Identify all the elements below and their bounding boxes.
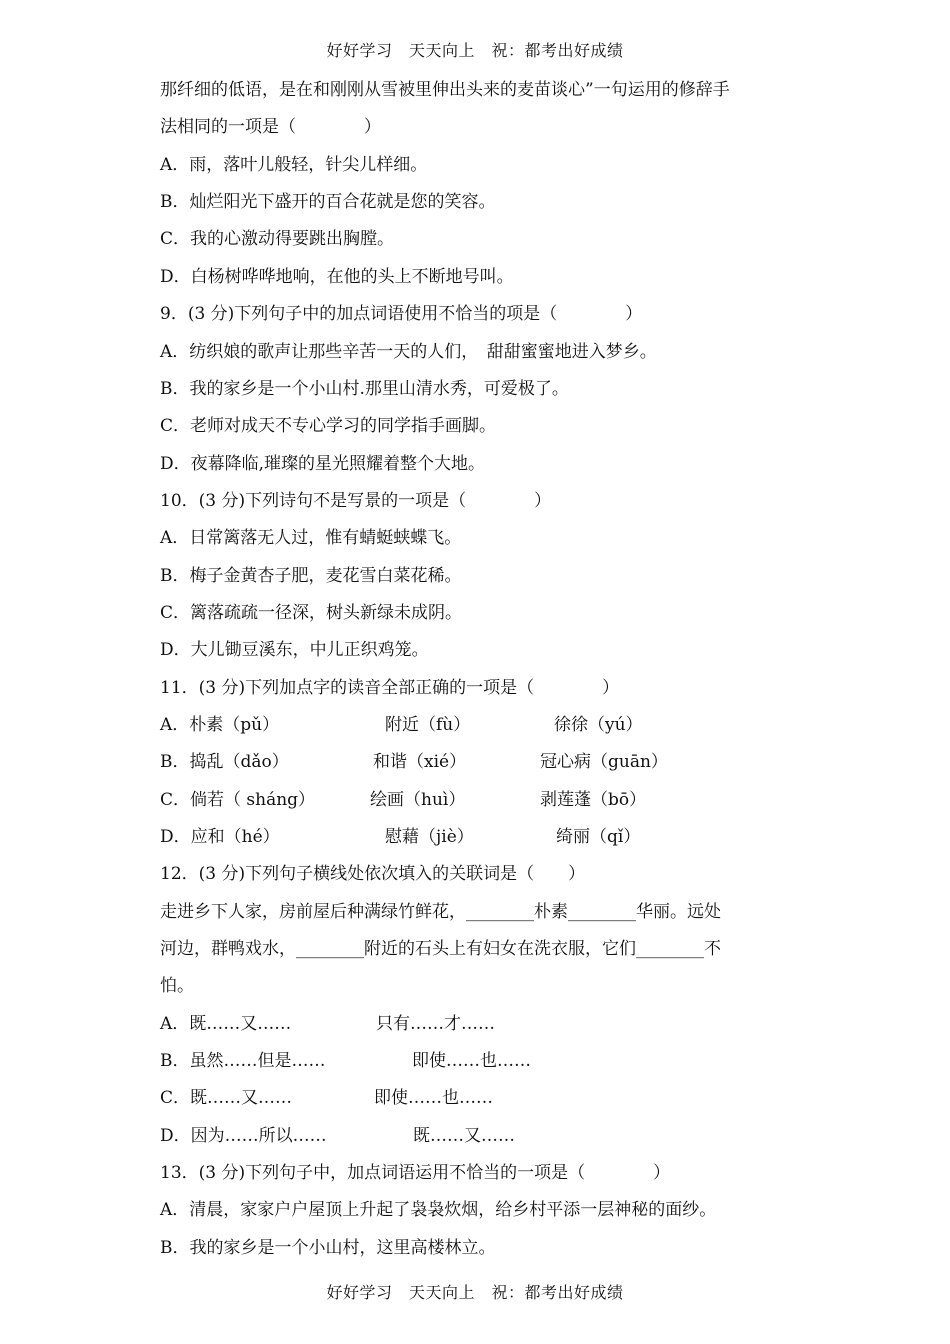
- option-line: D．白杨树哗哗地响，在他的头上不断地号叫。: [160, 267, 514, 287]
- option-line: C．老师对成天不专心学习的同学指手画脚。: [160, 416, 497, 436]
- option-line: A．雨，落叶儿般轻，针尖儿样细。: [160, 155, 428, 175]
- option-line: A．纺织娘的歌声让那些辛苦一天的人们， 甜甜蜜蜜地进入梦乡。: [160, 342, 657, 362]
- option-cell: 慰藉（jiè）: [385, 827, 474, 847]
- page-footer: 好好学习 天天向上 祝：都考出好成绩: [326, 1283, 624, 1302]
- passage-line: 河边，群鸭戏水，________附近的石头上有妇女在洗衣服，它们________不: [160, 939, 721, 959]
- option-cell: 徐徐（yú）: [554, 715, 643, 735]
- option-cell: A．既……又……: [160, 1014, 292, 1034]
- page-header: 好好学习 天天向上 祝：都考出好成绩: [326, 41, 624, 60]
- passage-line: 走进乡下人家，房前屋后种满绿竹鲜花，________朴素________华丽。远处: [160, 902, 721, 922]
- option-cell: A．朴素（pǔ）: [160, 715, 280, 735]
- option-line: B．我的家乡是一个小山村.那里山清水秀，可爱极了。: [160, 379, 569, 399]
- option-cell: 只有……才……: [376, 1014, 495, 1034]
- option-cell: 和谐（xié）: [373, 752, 467, 772]
- option-cell: 即使……也……: [412, 1051, 531, 1071]
- option-line: B．灿烂阳光下盛开的百合花就是您的笑容。: [160, 192, 496, 212]
- option-cell: 绮丽（qǐ）: [556, 827, 641, 847]
- option-cell: 冠心病（guān）: [540, 752, 668, 772]
- option-cell: 附近（fù）: [385, 715, 471, 735]
- question-stem: 11．(3 分)下列加点字的读音全部正确的一项是（ ）: [160, 678, 620, 698]
- option-line: A．日常篱落无人过，惟有蜻蜓蛱蝶飞。: [160, 528, 462, 548]
- question-text-line: 那纤细的低语，是在和刚刚从雪被里伸出头来的麦苗谈心”一句运用的修辞手: [160, 80, 730, 100]
- question-stem: 13．(3 分)下列句子中，加点词语运用不恰当的一项是（ ）: [160, 1163, 671, 1183]
- option-line: C．篱落疏疏一径深，树头新绿未成阴。: [160, 603, 463, 623]
- option-cell: 既……又……: [413, 1126, 515, 1146]
- option-line: A．清晨，家家户户屋顶上升起了袅袅炊烟，给乡村平添一层神秘的面纱。: [160, 1200, 717, 1220]
- question-stem: 12．(3 分)下列句子横线处依次填入的关联词是（ ）: [160, 864, 586, 884]
- option-cell: 即使……也……: [374, 1088, 493, 1108]
- option-line: C．我的心激动得要跳出胸膛。: [160, 229, 395, 249]
- option-cell: 剥莲蓬（bō）: [540, 790, 647, 810]
- question-text-line: 法相同的一项是（ ）: [160, 117, 381, 137]
- question-stem: 9．(3 分)下列句子中的加点词语使用不恰当的项是（ ）: [160, 304, 643, 324]
- option-line: D．夜幕降临,璀璨的星光照耀着整个大地。: [160, 454, 486, 474]
- option-cell: D．应和（hé）: [160, 827, 280, 847]
- option-cell: B．捣乱（dǎo）: [160, 752, 289, 772]
- option-cell: B．虽然……但是……: [160, 1051, 326, 1071]
- option-cell: D．因为……所以……: [160, 1126, 327, 1146]
- question-stem: 10．(3 分)下列诗句不是写景的一项是（ ）: [160, 491, 552, 511]
- option-cell: C．既……又……: [160, 1088, 293, 1108]
- option-line: B．梅子金黄杏子肥，麦花雪白菜花稀。: [160, 566, 462, 586]
- option-line: D．大儿锄豆溪东，中儿正织鸡笼。: [160, 640, 429, 660]
- option-cell: 绘画（huì）: [370, 790, 466, 810]
- option-line: B．我的家乡是一个小山村，这里高楼林立。: [160, 1238, 496, 1258]
- passage-line: 怕。: [160, 976, 194, 996]
- option-cell: C．倘若（ sháng）: [160, 790, 316, 810]
